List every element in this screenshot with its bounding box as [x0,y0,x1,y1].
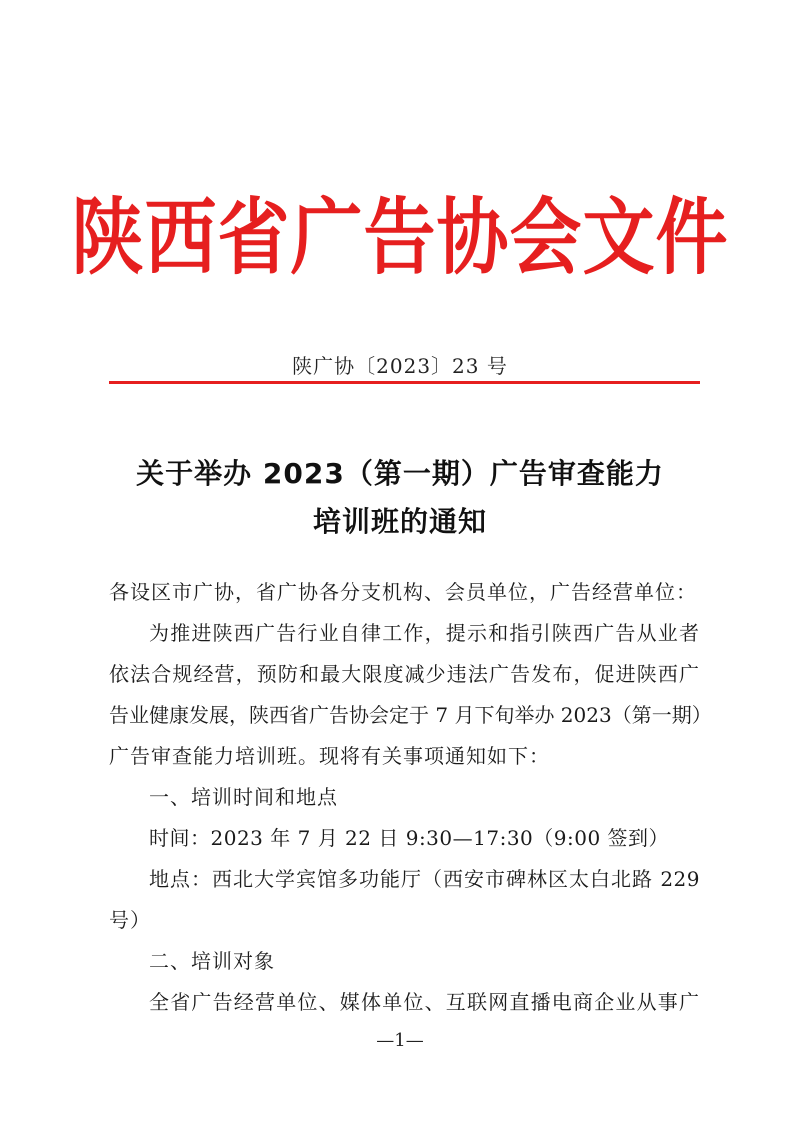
salutation: 各设区市广协，省广协各分支机构、会员单位，广告经营单位： [109,580,697,604]
section-1-heading: 一、培训时间和地点 [149,785,338,809]
document-number: 陕广协〔2023〕23 号 [292,354,508,378]
paragraph-1-line-4: 广告审查能力培训班。现将有关事项通知如下： [109,744,550,768]
training-target-line-1: 全省广告经营单位、媒体单位、互联网直播电商企业从事广 [149,990,700,1014]
masthead-title: 陕西省广告协会文件 [71,187,729,286]
notice-title-line-2: 培训班的通知 [312,505,487,538]
paragraph-1-line-2: 依法合规经营，预防和最大限度减少违法广告发布，促进陕西广 [109,662,700,686]
training-place-line-1: 地点：西北大学宾馆多功能厅（西安市碑林区太白北路 229 [149,867,700,891]
page-number: —1— [376,1030,424,1051]
notice-title-line-1: 关于举办 2023（第一期）广告审查能力 [136,457,664,490]
training-time: 时间：2023 年 7 月 22 日 9:30—17:30（9:00 签到） [149,826,670,850]
red-divider-line [109,381,700,384]
section-2-heading: 二、培训对象 [149,949,275,973]
paragraph-1-line-3: 告业健康发展，陕西省广告协会定于 7 月下旬举办 2023（第一期） [109,703,712,727]
paragraph-1-line-1: 为推进陕西广告行业自律工作，提示和指引陕西广告从业者 [149,621,700,645]
training-place-line-2: 号） [109,908,151,932]
